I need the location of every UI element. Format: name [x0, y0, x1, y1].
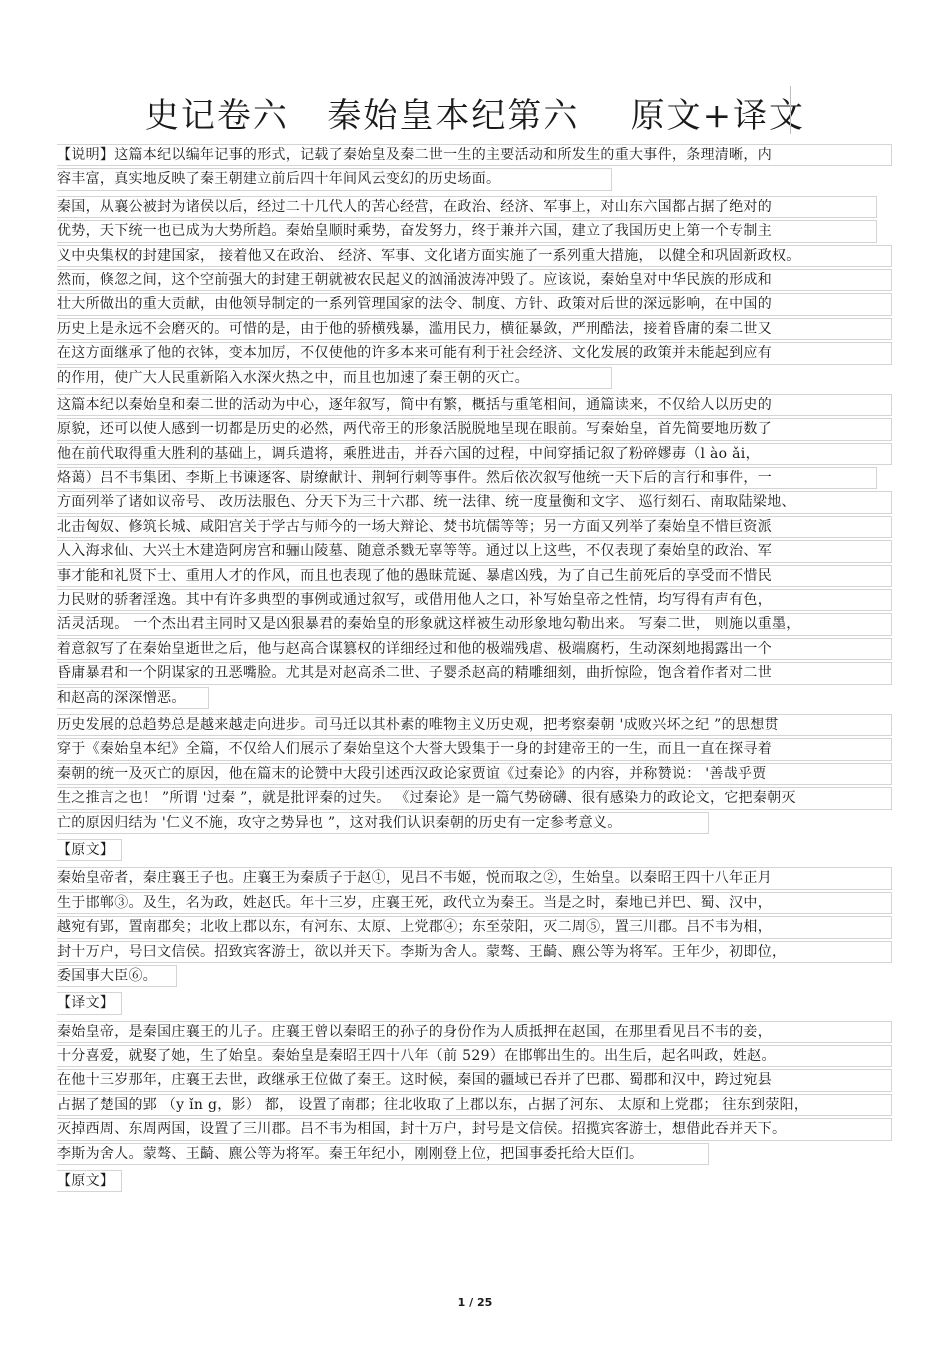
text-line: 的作用，使广大人民重新陷入水深火热之中，而且也加速了秦王朝的灭亡。 [57, 366, 612, 390]
text-line: 生于邯郸③。及生，名为政，姓赵氏。年十三岁，庄襄王死，政代立为秦王。当是之时，秦地已并巴、蜀、汉中， [57, 891, 892, 915]
text-line: 力民财的骄奢淫逸。其中有许多典型的事例或通过叙写，或借用他人之口，补写始皇帝之性情，均写得有声有色， [57, 588, 892, 612]
text-line: 这篇本纪以秦始皇和秦二世的活动为中心，逐年叙写，简中有繁，概括与重笔相间，通篇读来，不仅给人以历史的 [57, 393, 892, 417]
text-line: 烙蔼）吕不韦集团、李斯上书谏逐客、尉缭献计、荆轲行刺等事件。然后依次叙写他统一天下后的言行和事件，一 [57, 466, 877, 490]
text-line: 占据了楚国的郢 （y ǐn g，影） 都， 设置了南郡；往北收取了上郡以东，占据了河东、 太原和上党郡； 往东到荥阳， [57, 1093, 892, 1117]
text-line: 历史发展的总趋势总是越来越走向进步。司马迁以其朴素的唯物主义历史观，把考察秦朝 '成败兴坏之纪 ”的思想贯 [57, 713, 892, 737]
text-line: 着意叙写了在秦始皇逝世之后，他与赵高合谋篡权的详细经过和他的极端残虐、极端腐朽，生动深刻地揭露出一个 [57, 637, 892, 661]
text-line: 秦始皇帝者，秦庄襄王子也。庄襄王为秦质子于赵①，见吕不韦姬，悦而取之②，生始皇。以秦昭王四十八年正月 [57, 866, 892, 890]
text-line: 越宛有郢，置南郡矣；北收上郡以东，有河东、太原、上党郡④；东至荥阳，灭二周⑤，置三川郡。吕不韦为相， [57, 915, 892, 939]
text-line: 委国事大臣⑥。 [57, 964, 177, 988]
text-line: 十分喜爱，就娶了她，生了始皇。秦始皇是秦昭王四十八年（前 529）在邯郸出生的。出生后，起名叫政，姓赵。 [57, 1044, 892, 1068]
text-line: 生之推言之也！ ”所谓 '过秦 ”，就是批评秦的过失。 《过秦论》是一篇气势磅礴、很有感染力的政论文，它把秦朝灭 [57, 786, 892, 810]
text-line: 他在前代取得重大胜利的基础上，调兵遣将，乘胜进击，并吞六国的过程，中间穿插记叙了粉碎嫪毐（l ào ǎi， [57, 442, 892, 466]
document-body [57, 143, 897, 1197]
text-line: 北击匈奴、修筑长城、咸阳宫关于学古与师今的一场大辩论、焚书坑儒等等；另一方面又列举了秦始皇不惜巨资派 [57, 515, 892, 539]
paragraph-original-text [57, 866, 897, 988]
text-line: 然而，倏忽之间，这个空前强大的封建王朝就被农民起义的汹涌波涛冲毁了。应该说，秦始皇对中华民族的形成和 [57, 268, 892, 292]
paragraph-intro-note [57, 143, 897, 192]
text-line: 秦朝的统一及灭亡的原因，他在篇末的论赞中大段引述西汉政论家贾谊《过秦论》的内容，并称赞说： '善哉乎贾 [57, 762, 892, 786]
section-heading-translation [57, 991, 897, 1015]
text-line: 【说明】这篇本纪以编年记事的形式，记载了秦始皇及秦二世一生的主要活动和所发生的重大事件，条理清晰，内 [57, 143, 892, 167]
text-line: 容丰富，真实地反映了秦王朝建立前后四十年间风云变幻的历史场面。 [57, 167, 612, 191]
section-heading-original-2 [57, 1169, 897, 1193]
text-line: 活灵活现。 一个杰出君主同时又是凶狠暴君的秦始皇的形象就这样被生动形象地勾勒出来。 写秦二世， 则施以重墨， [57, 612, 892, 636]
section-heading: 【原文】 [57, 1169, 122, 1193]
text-line: 方面列举了诸如议帝号、 改历法服色、分天下为三十六郡、统一法律、统一度量衡和文字、 巡行刻石、南取陆梁地、 [57, 490, 892, 514]
text-line: 历史上是永远不会磨灭的。可惜的是，由于他的骄横残暴，滥用民力，横征暴敛，严刑酷法，接着昏庸的秦二世又 [57, 317, 892, 341]
section-heading-original [57, 838, 897, 862]
text-line: 封十万户，号曰文信侯。招致宾客游士，欲以并天下。李斯为舍人。蒙骜、王齮、麃公等为将军。王年少，初即位， [57, 940, 892, 964]
text-line: 壮大所做出的重大贡献，由他领导制定的一系列管理国家的法令、制度、方针、政策对后世的深远影响，在中国的 [57, 292, 892, 316]
text-line: 穿于《秦始皇本纪》全篇，不仅给人们展示了秦始皇这个大誉大毁集于一身的封建帝王的一生，而且一直在探寻着 [57, 737, 892, 761]
text-line: 优势，天下统一也已成为大势所趋。秦始皇顺时乘势，奋发努力，终于兼并六国，建立了我国历史上第一个专制主 [57, 219, 877, 243]
text-line: 原貌，还可以使人感到一切都是历史的必然，两代帝王的形象活脱脱地呈现在眼前。写秦始皇，首先简要地历数了 [57, 417, 892, 441]
page-number: 1 / 25 [457, 1296, 493, 1309]
section-heading: 【原文】 [57, 838, 122, 862]
text-line: 秦国，从襄公被封为诸侯以后，经过二十几代人的苦心经营，在政治、经济、军事上，对山东六国都占据了绝对的 [57, 195, 877, 219]
text-line: 昏庸暴君和一个阴谋家的丑恶嘴脸。尤其是对赵高杀二世、子婴杀赵高的精雕细刻，曲折惊险，饱含着作者对二世 [57, 661, 892, 685]
document-title: 史记卷六 秦始皇本纪第六 原文+译文 [144, 96, 806, 136]
text-line: 和赵高的深深憎恶。 [57, 686, 209, 710]
text-line: 事才能和礼贤下士、重用人才的作风，而且也表现了他的愚昧荒诞、暴虐凶残，为了自己生前死后的享受而不惜民 [57, 564, 892, 588]
paragraph-background [57, 195, 897, 390]
text-line: 人入海求仙、大兴土木建造阿房宫和骊山陵墓、随意杀戮无辜等等。通过以上这些，不仅表现了秦始皇的政治、军 [57, 539, 892, 563]
text-line: 秦始皇帝，是秦国庄襄王的儿子。庄襄王曾以秦昭王的孙子的身份作为人质抵押在赵国，在那里看见吕不韦的妾， [57, 1020, 892, 1044]
paragraph-assessment [57, 713, 897, 835]
paragraph-structure [57, 393, 897, 710]
paragraph-translation [57, 1020, 897, 1166]
text-line: 李斯为舍人。蒙骜、王齮、麃公等为将军。秦王年纪小，刚刚登上位，把国事委托给大臣们。 [57, 1142, 709, 1166]
text-line: 在他十三岁那年，庄襄王去世，政继承王位做了秦王。这时候，秦国的疆域已吞并了巴郡、蜀郡和汉中，跨过宛县 [57, 1068, 892, 1092]
text-line: 灭掉西周、东周两国，设置了三川郡。吕不韦为相国，封十万户，封号是文信侯。招揽宾客游士，想借此吞并天下。 [57, 1117, 892, 1141]
text-line: 在这方面继承了他的衣钵，变本加厉，不仅使他的许多本来可能有利于社会经济、文化发展的政策并未能起到应有 [57, 341, 892, 365]
text-line: 亡的原因归结为 '仁义不施，攻守之势异也 ”，这对我们认识秦朝的历史有一定参考意义。 [57, 811, 709, 835]
section-heading: 【译文】 [57, 991, 122, 1015]
text-line: 义中央集权的封建国家， 接着他又在政治、 经济、军事、文化诸方面实施了一系列重大措施， 以健全和巩固新政权。 [57, 244, 892, 268]
title-divider [790, 86, 791, 134]
